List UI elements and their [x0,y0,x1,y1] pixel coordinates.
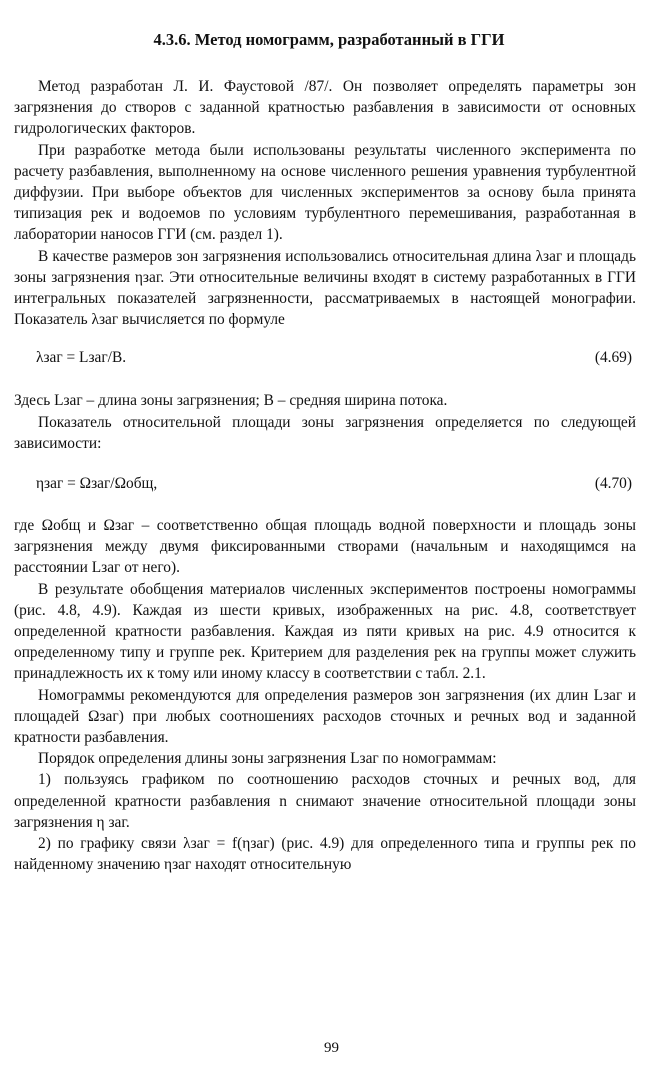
paragraph-5: Показатель относительной площади зоны загрязнения определяется по следующей зависимости: [14,413,636,452]
page-number: 99 [324,1040,339,1056]
formula-expression: ηзаг = Ωзаг/Ωобщ, [36,475,158,493]
formula-4-69 [14,349,636,370]
paragraph-3: В качестве размеров зон загрязнения использовались относительная длина λзаг и площадь зоны загрязнения ηзаг. Эти относительные величины входят в систему разработанных в ГГИ интегральных показателей загрязненности, рассматриваемых в настоящей монографии. Показатель λзаг вычисляется по формуле [14,247,636,329]
section-heading: 4.3.6. Метод номограмм, разработанный в ГГИ [153,30,505,49]
list-item-2: 2) по графику связи λзаг = f(ηзаг) (рис. 4.9) для определенного типа и группы рек по найденному значению ηзаг находят относительную [14,835,636,874]
paragraph-4: Здесь Lзаг – длина зоны загрязнения; B – средняя ширина потока. [14,392,448,410]
formula-4-70 [14,475,636,496]
paragraph-7: В результате обобщения материалов численных экспериментов построены номограммы (рис. 4.8, 4.9). Каждая из шести кривых, изображенных на рис. 4.8, соответствует определенной кратности разбавления. Каждая из пяти кривых на рис. 4.9 относится к определенному типу и группе рек. Критерием для разделения рек на группы может служить принадлежность их к тому или иному классу в соответствии с табл. 2.1. [14,580,636,683]
paragraph-2: При разработке метода были использованы результаты численного эксперимента по расчету разбавления, выполненному на основе численного решения уравнения турбулентной диффузии. При выборе объектов для численных экспериментов за основу была принята типизация рек и водоемов по условиям турбулентного перемешивания, разработанная в лаборатории наносов ГГИ (см. раздел 1). [14,141,636,244]
paragraph-8: Номограммы рекомендуются для определения размеров зон загрязнения (их длин Lзаг и площадей Ωзаг) при любых соотношениях расходов сточных и речных вод и заданной кратности разбавления. [14,686,636,747]
formula-expression: λзаг = Lзаг/B. [36,349,127,367]
page-body [14,30,636,876]
equation-number: (4.69) [594,349,632,367]
paragraph-1: Метод разработан Л. И. Фаустовой /87/. Он позволяет определять параметры зон загрязнения до створов с заданной кратностью разбавления в зависимости от основных гидрологических факторов. [14,78,636,138]
paragraph-6: где Ωобщ и Ωзаг – соответственно общая площадь водной поверхности и площадь зоны загрязнения между двумя фиксированными створами (начальным и находящимся на расстоянии Lзаг от него). [14,517,636,577]
list-item-1: 1) пользуясь графиком по соотношению расходов сточных и речных вод, для определенной кратности разбавления n снимают значение относительной площади зоны загрязнения η заг. [14,771,636,831]
paragraph-9: Порядок определения длины зоны загрязнения Lзаг по номограммам: [38,750,497,768]
equation-number: (4.70) [594,475,632,493]
